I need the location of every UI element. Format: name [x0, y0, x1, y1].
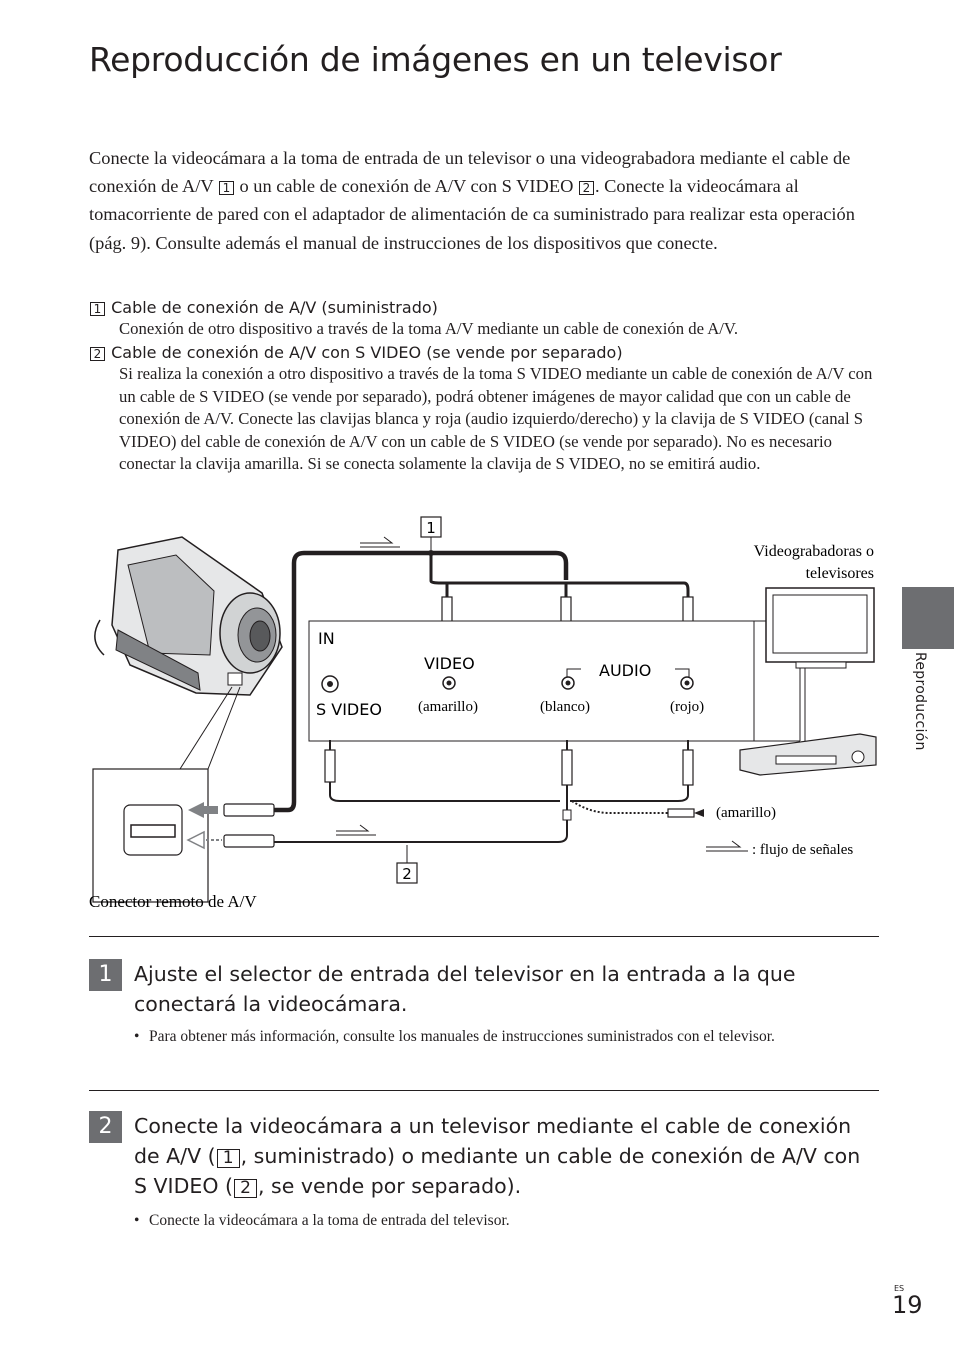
step-1-bullet-text: Para obtener más información, consulte los manuales de instrucciones suministrados con el televisor. [149, 1028, 775, 1045]
yellow-plug-label: (amarillo) [716, 805, 776, 821]
item-2-heading-text: Cable de conexión de A/V con S VIDEO (se vende por separado) [111, 343, 623, 362]
step-2-cable-ref-2: 2 [234, 1179, 257, 1198]
in-label: IN [318, 629, 335, 648]
language-code: ES [894, 1284, 905, 1293]
step-2-bullet: • Conecte la videocámara a la toma de entrada del televisor. [134, 1208, 879, 1233]
step-1-bullet: • Para obtener más información, consulte los manuales de instrucciones suministrados con el televisor. [134, 1024, 879, 1049]
audio-right-jack [681, 677, 693, 689]
step-1-text: Ajuste el selector de entrada del televisor en la entrada a la que conectará la videocámara. [134, 962, 796, 1016]
item-2-number: 2 [90, 347, 105, 361]
signal-flow-legend-icon [706, 841, 748, 851]
step-2-text [134, 1111, 874, 1201]
item-2-body: Si realiza la conexión a otro dispositivo a través de la toma S VIDEO mediante un cable de conexión de A/V con un cable de S VIDEO (se vende por separado), podrá obtener imágenes de mayor calidad que con un cable de conexión de A/V. Conecte las clavijas blanca y roja (audio izquierdo/derecho) y la clavija de S VIDEO (canal S VIDEO) del cable de conexión de A/V con un cable de S VIDEO (se vende por separado). No es necesario conectar la clavija amarilla. Si se conecta solamente la clavija de S VIDEO, no se emitirá audio. [119, 364, 873, 473]
yellow-jack-label: (amarillo) [418, 699, 478, 715]
svideo-plug [325, 740, 335, 782]
item-1-heading-text: Cable de conexión de A/V (suministrado) [111, 298, 438, 317]
item-1-number: 1 [90, 302, 105, 316]
step-2-bullet-text: Conecte la videocámara a la toma de entrada del televisor. [149, 1212, 510, 1229]
page-title: Reproducción de imágenes en un televisor [89, 40, 782, 79]
section-tab-label: Reproducción [912, 652, 928, 751]
intro-text-2: o un cable de conexión de A/V con S VIDEO [234, 176, 578, 197]
video-jack [443, 677, 455, 689]
audio-left-jack [562, 677, 574, 689]
divider-1 [89, 936, 879, 937]
step-2-text-b: , suministrado) o mediante un cable de conexión de A/V con S VIDEO ( [134, 1144, 861, 1198]
section-tab [902, 587, 954, 649]
svideo-label: S VIDEO [316, 700, 382, 719]
intro-text-1: Conecte la videocámara a la toma de entrada de un televisor o una videograbadora mediante el cable de conexión de A/V [89, 148, 851, 197]
video-label: VIDEO [424, 654, 475, 673]
intro-text-3: . Conecte la videocámara al tomacorriente de pared con el adaptador de alimentación de ca suministrado para realizar esta operación (pág. 9). Consulte además el manual de instrucciones de los dispositivos que conecte. [89, 176, 855, 253]
svideo-jack [322, 676, 338, 692]
cable-ref-1: 1 [219, 181, 234, 195]
camcorder-illustration [95, 537, 282, 695]
cable-1-marker-label: 1 [426, 519, 436, 537]
devices-label-line2: televisores [805, 565, 874, 582]
white-jack-label: (blanco) [540, 699, 590, 715]
step-2-text-a: Conecte la videocámara a un televisor mediante el cable de conexión de A/V ( [134, 1114, 852, 1168]
rca-plug-white-bottom [562, 740, 572, 785]
step-2-text-c: , se vende por separado). [258, 1174, 522, 1198]
page-number: 19 [892, 1291, 923, 1319]
divider-2 [89, 1090, 879, 1091]
intro-paragraph [89, 144, 879, 257]
connector-label: Conector remoto de A/V [89, 892, 257, 911]
cable-ref-2: 2 [579, 181, 594, 195]
step-2-cable-ref-1: 1 [217, 1149, 240, 1168]
red-jack-label: (rojo) [670, 699, 705, 715]
item-1-heading [89, 297, 438, 318]
step-2-badge: 2 [89, 1111, 122, 1143]
cable-2-marker-label: 2 [402, 865, 412, 883]
signal-flow-arrow-bottom [336, 825, 376, 835]
devices-label-line1: Videograbadoras o [753, 543, 874, 560]
signal-flow-legend-label: : flujo de señales [752, 842, 854, 858]
item-1-body: Conexión de otro dispositivo a través de la toma A/V mediante un cable de conexión de A/V. [119, 319, 739, 338]
signal-flow-arrow-top [360, 537, 400, 547]
television-illustration [766, 588, 874, 668]
item-2-heading [89, 342, 623, 363]
audio-label: AUDIO [599, 661, 652, 680]
rca-plug-red-bottom [683, 740, 693, 785]
vcr-illustration [740, 734, 876, 775]
step-1-badge: 1 [89, 959, 122, 991]
connection-diagram [0, 505, 900, 925]
